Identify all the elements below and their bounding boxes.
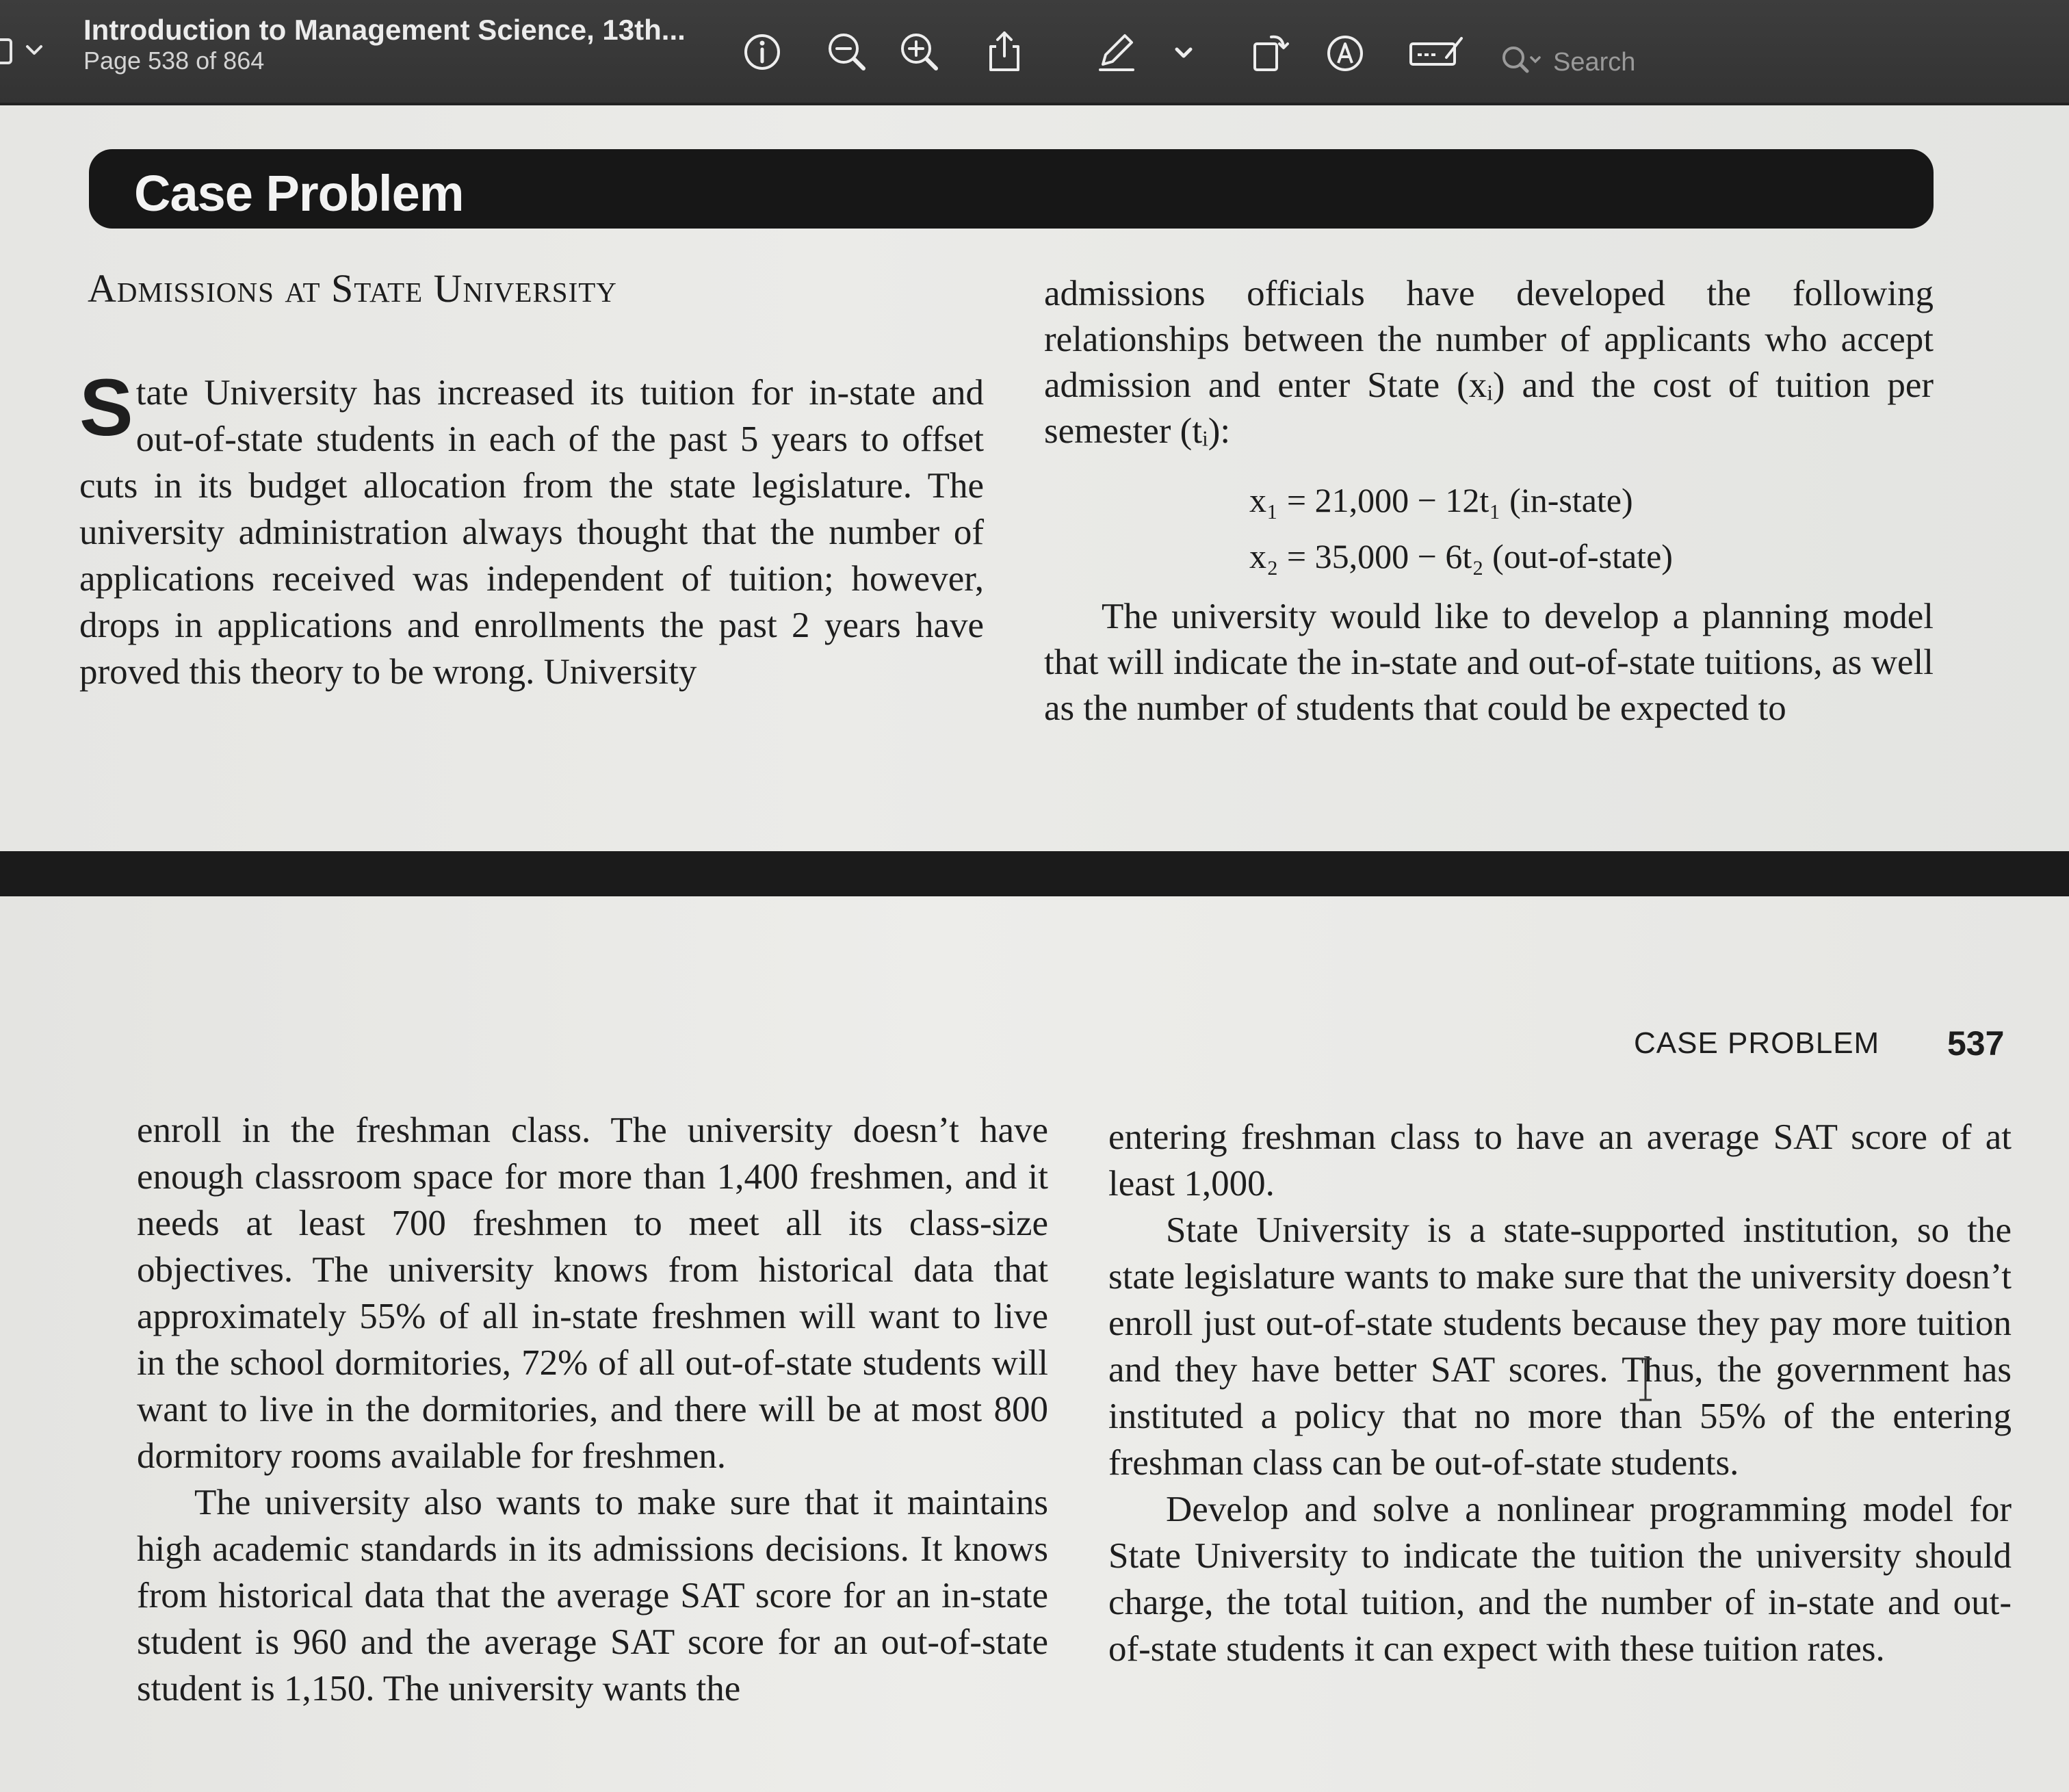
tuition-equations — [1249, 472, 1673, 584]
markup-pen-icon[interactable] — [1091, 26, 1143, 78]
section-title: Admissions at State University — [88, 266, 617, 311]
sat-requirement-paragraph: entering freshman class to have an average SAT score of at least 1,000. — [1108, 1117, 2012, 1204]
accessibility-icon[interactable] — [1319, 26, 1371, 78]
share-icon[interactable] — [978, 26, 1030, 78]
zoom-in-icon[interactable] — [894, 26, 946, 78]
relationships-paragraph: admissions officials have developed the following relationships between the number of applicants who accept admission and enter State (xᵢ) and the cost of tuition per semester (tᵢ): — [1044, 274, 1934, 451]
intro-paragraph: tate University has increased its tuition for in-state and out-of-state students in each of the past 5 years to offset cuts in its budget allocation from the state legislature. The university administration always thought that the number of applications received was independent of tuition; however, drops in applications and enrollments the past 2 years have proved this theory to be wrong. University — [79, 373, 984, 692]
reader-toolbar — [0, 0, 2069, 105]
text-cursor-icon — [1638, 1358, 1653, 1401]
case-problem-banner — [89, 149, 1934, 229]
zoom-out-icon[interactable] — [821, 26, 873, 78]
right-column-top — [1044, 271, 1934, 454]
info-icon[interactable] — [736, 26, 788, 78]
running-head: CASE PROBLEM — [1634, 1026, 1880, 1060]
task-paragraph: Develop and solve a nonlinear programming model for State University to indicate the tuition the university should charge, the total tuition, and the number of in-state and out-of-state students it can expect with these tuition rates. — [1108, 1490, 2012, 1669]
equation-out-of-state: x₂ = 35,000 − 6t₂ (out-of-state) — [1249, 537, 1673, 575]
planning-model-paragraph: The university would like to develop a planning model that will indicate the in-state and out-of-state tuitions, as well as the number of students that could be expected to — [1044, 597, 1934, 728]
page-number: 537 — [1947, 1024, 2005, 1063]
chevron-down-icon[interactable] — [1164, 26, 1203, 78]
legislature-paragraph: State University is a state-supported institution, so the state legislature wants to make sure that the university doesn’t enroll just out-of-state students because they pay more tuition and they have better SAT scores. Thus, the government has instituted a policy that no more than 55% of the entering freshman class can be out-of-state students. — [1108, 1210, 2012, 1483]
sat-paragraph: The university also wants to make sure that it maintains high academic standards in its admissions decisions. It knows from historical data that the average SAT score for an in-state student is 960 and the average SAT score for an out-of-state student is 1,150. The university wants the — [137, 1483, 1048, 1709]
search-box[interactable] — [1498, 33, 1676, 88]
equation-in-state: x₁ = 21,000 − 12t₁ (in-state) — [1249, 481, 1633, 519]
search-input[interactable] — [1552, 42, 1678, 82]
left-column-bottom — [137, 1107, 1048, 1712]
search-icon — [1498, 40, 1546, 81]
banner-title: Case Problem — [134, 165, 464, 222]
sidebar-toggle-icon[interactable] — [0, 27, 48, 75]
right-column-bottom — [1108, 1114, 2012, 1672]
drop-cap: S — [79, 363, 133, 453]
rotate-icon[interactable] — [1244, 26, 1296, 78]
form-fill-icon[interactable] — [1405, 26, 1467, 78]
left-column-top — [79, 363, 984, 695]
page-separator — [0, 851, 2069, 896]
right-column-top-2 — [1044, 594, 1934, 731]
page-indicator: Page 538 of 864 — [83, 47, 265, 75]
document-title: Introduction to Management Science, 13th... — [83, 14, 686, 46]
enrollment-paragraph: enroll in the freshman class. The university doesn’t have enough classroom space for more than 1,400 freshmen, and it needs at least 700 freshmen to meet all its class-size objectives. The university knows from historical data that approximately 55% of all in-state freshmen will want to live in the school dormitories, 72% of all out-of-state students will want to live in the dormitories, and there will be at most 800 dormitory rooms available for freshmen. — [137, 1111, 1048, 1476]
